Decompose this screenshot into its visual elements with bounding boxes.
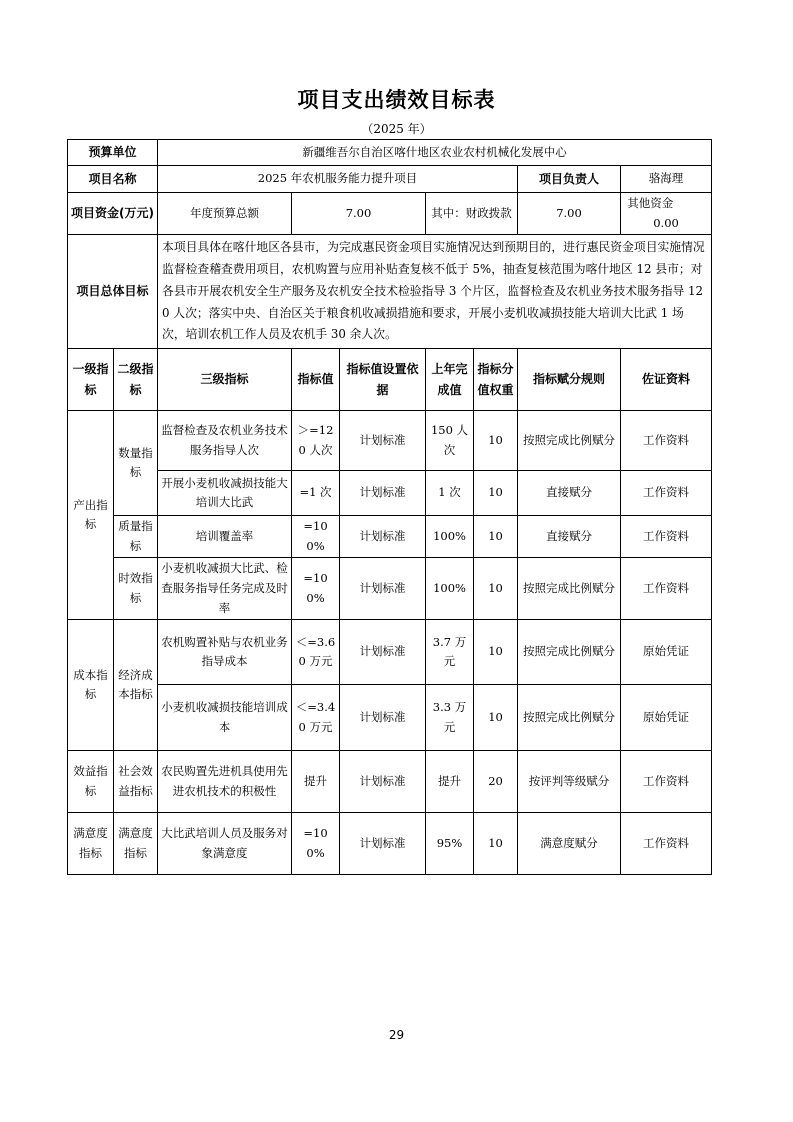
row-basis: 计划标准 — [340, 471, 426, 516]
row-basis: 计划标准 — [340, 620, 426, 685]
row-name: 培训覆盖率 — [158, 516, 292, 558]
other-funds-label: 其他资金 — [627, 196, 674, 210]
row-prev: 95% — [426, 813, 474, 875]
row-prev: 3.3 万元 — [426, 685, 474, 751]
row-rule: 按评判等级赋分 — [518, 751, 621, 813]
row-rule: 按照完成比例赋分 — [518, 558, 621, 620]
header-prev: 上年完成值 — [426, 349, 474, 411]
group-benefit: 效益指标 — [68, 751, 114, 813]
row-name: 大比武培训人员及服务对象满意度 — [158, 813, 292, 875]
table-row — [68, 471, 712, 516]
goal-row — [68, 235, 712, 349]
row-weight: 10 — [474, 620, 518, 685]
row-rule: 满意度赋分 — [518, 813, 621, 875]
table-row — [68, 516, 712, 558]
row-prev: 150 人次 — [426, 411, 474, 471]
row-weight: 10 — [474, 471, 518, 516]
group-timeliness: 时效指标 — [114, 558, 158, 620]
row-name: 开展小麦机收减损技能大培训大比武 — [158, 471, 292, 516]
project-name-value: 2025 年农机服务能力提升项目 — [158, 166, 518, 193]
table-row — [68, 620, 712, 685]
year-label: （2025 年） — [361, 122, 432, 136]
row-rule: 按照完成比例赋分 — [518, 411, 621, 471]
header-row — [68, 349, 712, 411]
budget-unit-label: 预算单位 — [68, 140, 158, 166]
row-name: 小麦机收减损大比武、检查服务指导任务完成及时率 — [158, 558, 292, 620]
row-evidence: 工作资料 — [621, 471, 712, 516]
budget-unit-row — [68, 140, 712, 166]
row-name: 农机购置补贴与农机业务指导成本 — [158, 620, 292, 685]
header-level2: 二级指标 — [114, 349, 158, 411]
group-economic-cost: 经济成本指标 — [114, 620, 158, 751]
other-funds — [621, 193, 712, 235]
project-name-row — [68, 166, 712, 193]
row-basis: 计划标准 — [340, 516, 426, 558]
row-weight: 10 — [474, 558, 518, 620]
goal-text: 本项目具体在喀什地区各县市，为完成惠民资金项目实施情况达到预期目的，进行惠民资金项目实施情况监督检查稽查费用项目，农机购置与应用补贴查复核不低于 5%，抽查复核范围为喀什地区 12 县市；对各县市开展农机安全生产服务及农机安全技术检验指导 3 个片区，监督检查及农机业务技术服务指导 120 人次；落实中央、自治区关于粮食机收减损措施和要求，开展小麦机收减损技能大培训大比武 1 场次，培训农机工作人员及农机手 30 余人次。 — [158, 235, 712, 349]
row-evidence: 工作资料 — [621, 751, 712, 813]
row-evidence: 工作资料 — [621, 411, 712, 471]
other-funds-value: 0.00 — [653, 215, 679, 230]
leader-value: 骆海理 — [621, 166, 712, 193]
row-value: 提升 — [292, 751, 340, 813]
row-evidence: 原始凭证 — [621, 685, 712, 751]
group-quantity: 数量指标 — [114, 411, 158, 516]
group-satisfaction: 满意度指标 — [68, 813, 114, 875]
row-name: 小麦机收减损技能培训成本 — [158, 685, 292, 751]
table-row — [68, 411, 712, 471]
header-value: 指标值 — [292, 349, 340, 411]
group-social-benefit: 社会效益指标 — [114, 751, 158, 813]
row-weight: 10 — [474, 516, 518, 558]
row-value: =100% — [292, 558, 340, 620]
header-level3: 三级指标 — [158, 349, 292, 411]
row-rule: 直接赋分 — [518, 516, 621, 558]
row-basis: 计划标准 — [340, 558, 426, 620]
header-weight: 指标分值权重 — [474, 349, 518, 411]
row-basis: 计划标准 — [340, 411, 426, 471]
row-prev: 100% — [426, 516, 474, 558]
row-value: ＜=3.40 万元 — [292, 685, 340, 751]
budget-unit-value: 新疆维吾尔自治区喀什地区农业农村机械化发展中心 — [158, 140, 712, 166]
leader-label: 项目负责人 — [518, 166, 621, 193]
row-weight: 10 — [474, 411, 518, 471]
row-evidence: 工作资料 — [621, 813, 712, 875]
goal-label: 项目总体目标 — [68, 235, 158, 349]
table-row — [68, 558, 712, 620]
project-name-label: 项目名称 — [68, 166, 158, 193]
row-evidence: 工作资料 — [621, 558, 712, 620]
fiscal-label: 其中：财政拨款 — [426, 193, 518, 235]
header-evidence: 佐证资料 — [621, 349, 712, 411]
annual-total-label: 年度预算总额 — [158, 193, 292, 235]
annual-total-value: 7.00 — [292, 193, 426, 235]
row-evidence: 工作资料 — [621, 516, 712, 558]
table-row — [68, 685, 712, 751]
row-rule: 按照完成比例赋分 — [518, 685, 621, 751]
header-basis: 指标值设置依据 — [340, 349, 426, 411]
row-prev: 1 次 — [426, 471, 474, 516]
performance-table — [67, 139, 712, 875]
row-prev: 3.7 万元 — [426, 620, 474, 685]
page-number: 29 — [388, 1028, 405, 1042]
row-prev: 100% — [426, 558, 474, 620]
row-basis: 计划标准 — [340, 813, 426, 875]
row-weight: 10 — [474, 813, 518, 875]
row-rule: 直接赋分 — [518, 471, 621, 516]
page-title: 项目支出绩效目标表 — [297, 88, 496, 112]
row-value: =100% — [292, 516, 340, 558]
header-level1: 一级指标 — [68, 349, 114, 411]
row-evidence: 原始凭证 — [621, 620, 712, 685]
row-name: 农民购置先进机具使用先进农机技术的积极性 — [158, 751, 292, 813]
row-rule: 按照完成比例赋分 — [518, 620, 621, 685]
row-basis: 计划标准 — [340, 751, 426, 813]
row-name: 监督检查及农机业务技术服务指导人次 — [158, 411, 292, 471]
row-basis: 计划标准 — [340, 685, 426, 751]
row-prev: 提升 — [426, 751, 474, 813]
row-value: ＜=3.60 万元 — [292, 620, 340, 685]
row-value: =1 次 — [292, 471, 340, 516]
group-cost: 成本指标 — [68, 620, 114, 751]
group-quality: 质量指标 — [114, 516, 158, 558]
group-satisfaction-sub: 满意度指标 — [114, 813, 158, 875]
row-weight: 20 — [474, 751, 518, 813]
row-value: =100% — [292, 813, 340, 875]
fiscal-value: 7.00 — [518, 193, 621, 235]
row-value: ＞=120 人次 — [292, 411, 340, 471]
funds-row — [68, 193, 712, 235]
table-row — [68, 813, 712, 875]
row-weight: 10 — [474, 685, 518, 751]
header-rule: 指标赋分规则 — [518, 349, 621, 411]
group-output: 产出指标 — [68, 411, 114, 620]
table-row — [68, 751, 712, 813]
funds-label: 项目资金(万元) — [68, 193, 158, 235]
